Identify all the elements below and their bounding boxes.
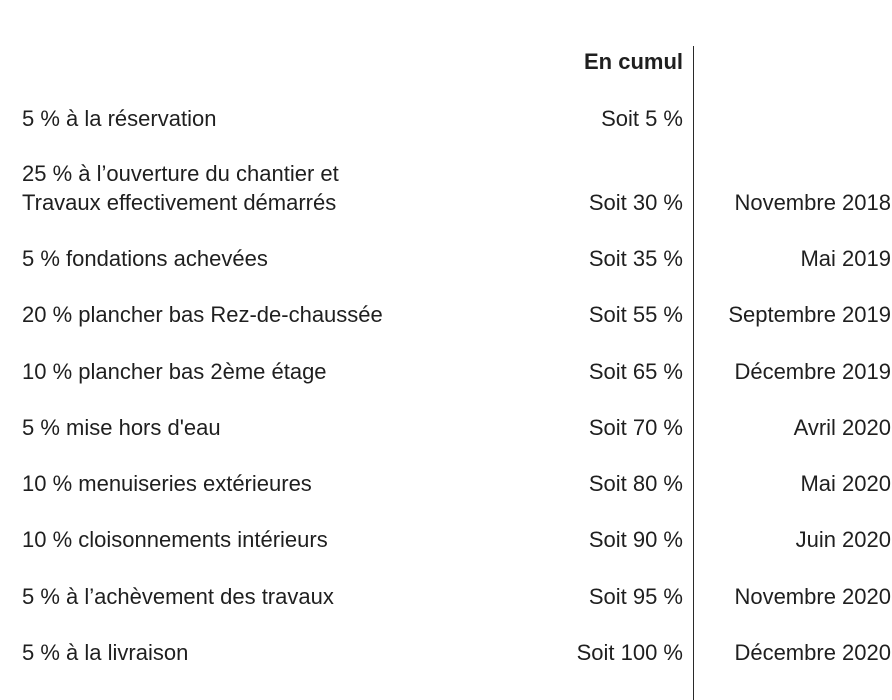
payment-label xyxy=(22,357,327,386)
payment-label xyxy=(22,300,383,329)
payment-label-line: 10 % cloisonnements intérieurs xyxy=(22,527,328,552)
schedule-row xyxy=(0,104,892,133)
schedule-row xyxy=(0,413,892,442)
schedule-row xyxy=(0,300,892,329)
payment-label-line: 20 % plancher bas Rez-de-chaussée xyxy=(22,302,383,327)
payment-date: Novembre 2018 xyxy=(734,190,891,215)
cumul-column-header: En cumul xyxy=(583,49,683,74)
cumulative-percent: Soit 55 % xyxy=(588,302,683,327)
payment-label xyxy=(22,244,268,273)
schedule-row xyxy=(0,357,892,386)
payment-label-line: 5 % à la réservation xyxy=(22,106,217,131)
payment-label xyxy=(22,413,221,442)
payment-label xyxy=(22,159,339,217)
payment-date: Décembre 2020 xyxy=(734,640,891,665)
schedule-row xyxy=(0,469,892,498)
cumulative-percent: Soit 100 % xyxy=(576,640,683,665)
payment-label xyxy=(22,104,216,133)
cumulative-percent: Soit 5 % xyxy=(601,106,683,131)
cumulative-percent: Soit 30 % xyxy=(588,190,683,215)
payment-date: Mai 2020 xyxy=(800,471,891,496)
payment-date: Novembre 2020 xyxy=(734,584,891,609)
payment-date: Décembre 2019 xyxy=(734,359,891,384)
payment-label-line: 10 % menuiseries extérieures xyxy=(22,471,312,496)
payment-date: Mai 2019 xyxy=(800,246,891,271)
payment-date: Juin 2020 xyxy=(795,527,891,552)
payment-label xyxy=(22,469,312,498)
cumulative-percent: Soit 80 % xyxy=(588,471,683,496)
cumulative-percent: Soit 90 % xyxy=(588,527,683,552)
payment-label xyxy=(22,582,334,611)
payment-label-line: 10 % plancher bas 2ème étage xyxy=(22,359,327,384)
schedule-row xyxy=(0,525,892,554)
schedule-row xyxy=(0,582,892,611)
payment-label-line: 5 % à l’achèvement des travaux xyxy=(22,584,334,609)
cumulative-percent: Soit 35 % xyxy=(588,246,683,271)
schedule-row xyxy=(0,638,892,667)
schedule-row xyxy=(0,159,892,217)
cumulative-percent: Soit 65 % xyxy=(588,359,683,384)
cumulative-percent: Soit 95 % xyxy=(588,584,683,609)
payment-label-line: Travaux effectivement démarrés xyxy=(22,190,337,215)
payment-date: Septembre 2019 xyxy=(728,302,891,327)
schedule-row xyxy=(0,244,892,273)
payment-date: Avril 2020 xyxy=(793,415,891,440)
cumulative-percent: Soit 70 % xyxy=(588,415,683,440)
payment-label-line: 5 % fondations achevées xyxy=(22,246,268,271)
payment-label-line: 25 % à l’ouverture du chantier et xyxy=(22,161,339,186)
payment-label-line: 5 % mise hors d'eau xyxy=(22,415,221,440)
payment-label xyxy=(22,638,188,667)
payment-label-line: 5 % à la livraison xyxy=(22,640,189,665)
payment-label xyxy=(22,525,328,554)
